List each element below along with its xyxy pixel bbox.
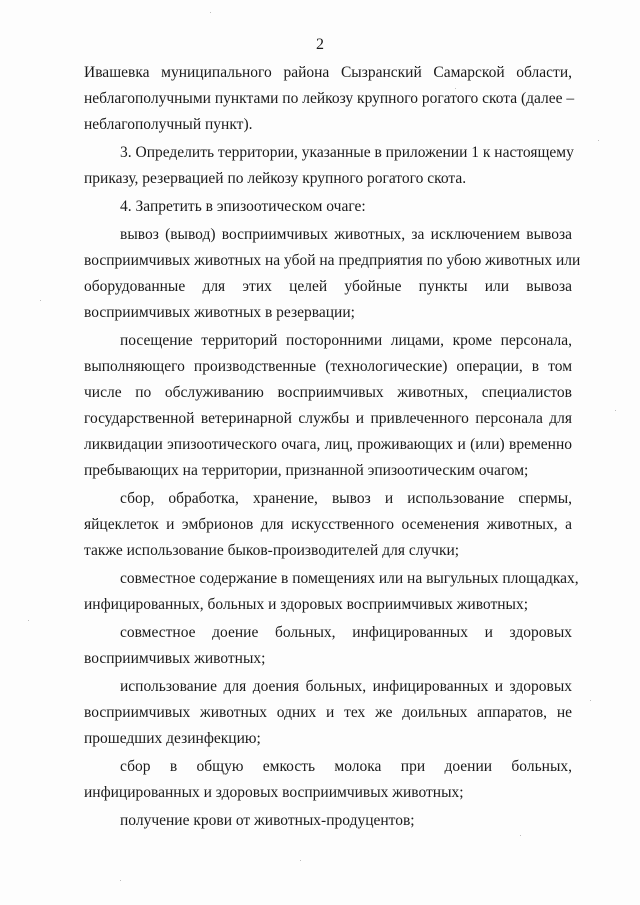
scan-speck bbox=[520, 835, 521, 836]
paragraph bbox=[84, 674, 572, 752]
paragraph bbox=[84, 60, 575, 138]
scan-speck bbox=[300, 860, 301, 861]
paragraph bbox=[84, 328, 572, 484]
text-line: неблагополучными пунктами по лейкозу крупного рогатого скота (далее – bbox=[84, 90, 575, 107]
paragraph bbox=[84, 566, 579, 618]
text-line: выполняющего производственные (технологические) операции, в том bbox=[84, 358, 572, 375]
paragraph bbox=[84, 808, 572, 834]
text-line: Ивашевка муниципального района Сызранский Самарской области, bbox=[84, 64, 572, 81]
text-line: сбор, обработка, хранение, вывоз и использование спермы, bbox=[120, 490, 572, 507]
scan-speck bbox=[455, 88, 456, 89]
scan-speck bbox=[615, 410, 616, 411]
text-line: совместное содержание в помещениях или на выгульных площадках, bbox=[120, 570, 579, 587]
text-line: инфицированных и здоровых восприимчивых животных; bbox=[84, 784, 464, 801]
paragraph bbox=[84, 140, 572, 192]
text-line: также использование быков-производителей для случки; bbox=[84, 542, 460, 559]
text-line: получение крови от животных-продуцентов; bbox=[120, 812, 415, 829]
text-line: государственной ветеринарной службы и привлеченного персонала для bbox=[84, 410, 572, 427]
paragraph bbox=[84, 754, 572, 806]
scan-speck bbox=[120, 880, 121, 881]
text-line: восприимчивых животных; bbox=[84, 650, 266, 667]
text-line: использование для доения больных, инфицированных и здоровых bbox=[120, 678, 572, 695]
document-body bbox=[84, 60, 581, 836]
text-line: приказу, резервацией по лейкозу крупного рогатого скота. bbox=[84, 170, 467, 187]
text-line: восприимчивых животных на убой на предприятия по убою животных или bbox=[84, 252, 581, 269]
text-line: восприимчивых животных в резервации; bbox=[84, 304, 355, 321]
scan-speck bbox=[590, 700, 591, 701]
text-line: яйцеклеток и эмбрионов для искусственного осеменения животных, а bbox=[84, 516, 572, 533]
text-line: числе по обслуживанию восприимчивых животных, специалистов bbox=[84, 384, 572, 401]
paragraph bbox=[84, 222, 581, 326]
scan-speck bbox=[40, 300, 41, 301]
scan-speck bbox=[210, 12, 211, 13]
text-line: пребывающих на территории, признанной эпизоотическим очагом; bbox=[84, 462, 529, 479]
text-line: неблагополучный пункт). bbox=[84, 116, 253, 133]
text-line: 3. Определить территории, указанные в приложении 1 к настоящему bbox=[120, 144, 574, 161]
text-line: вывоз (вывод) восприимчивых животных, за исключением вывоза bbox=[120, 226, 572, 243]
text-line: восприимчивых животных одних и тех же доильных аппаратов, не bbox=[84, 704, 572, 721]
text-line: прошедших дезинфекцию; bbox=[84, 730, 261, 747]
page-number: 2 bbox=[316, 36, 324, 53]
scan-speck bbox=[598, 140, 599, 141]
text-line: посещение территорий посторонними лицами, кроме персонала, bbox=[120, 332, 572, 349]
text-line: оборудованные для этих целей убойные пункты или вывоза bbox=[84, 278, 572, 295]
text-line: совместное доение больных, инфицированных и здоровых bbox=[120, 624, 572, 641]
paragraph bbox=[84, 620, 572, 672]
paragraph bbox=[84, 486, 572, 564]
text-line: 4. Запретить в эпизоотическом очаге: bbox=[120, 198, 366, 215]
text-line: инфицированных, больных и здоровых восприимчивых животных; bbox=[84, 596, 529, 613]
text-line: сбор в общую емкость молока при доении больных, bbox=[120, 758, 572, 775]
text-line: ликвидации эпизоотического очага, лиц, проживающих и (или) временно bbox=[84, 436, 572, 453]
paragraph bbox=[84, 194, 572, 220]
scan-speck bbox=[28, 620, 29, 621]
